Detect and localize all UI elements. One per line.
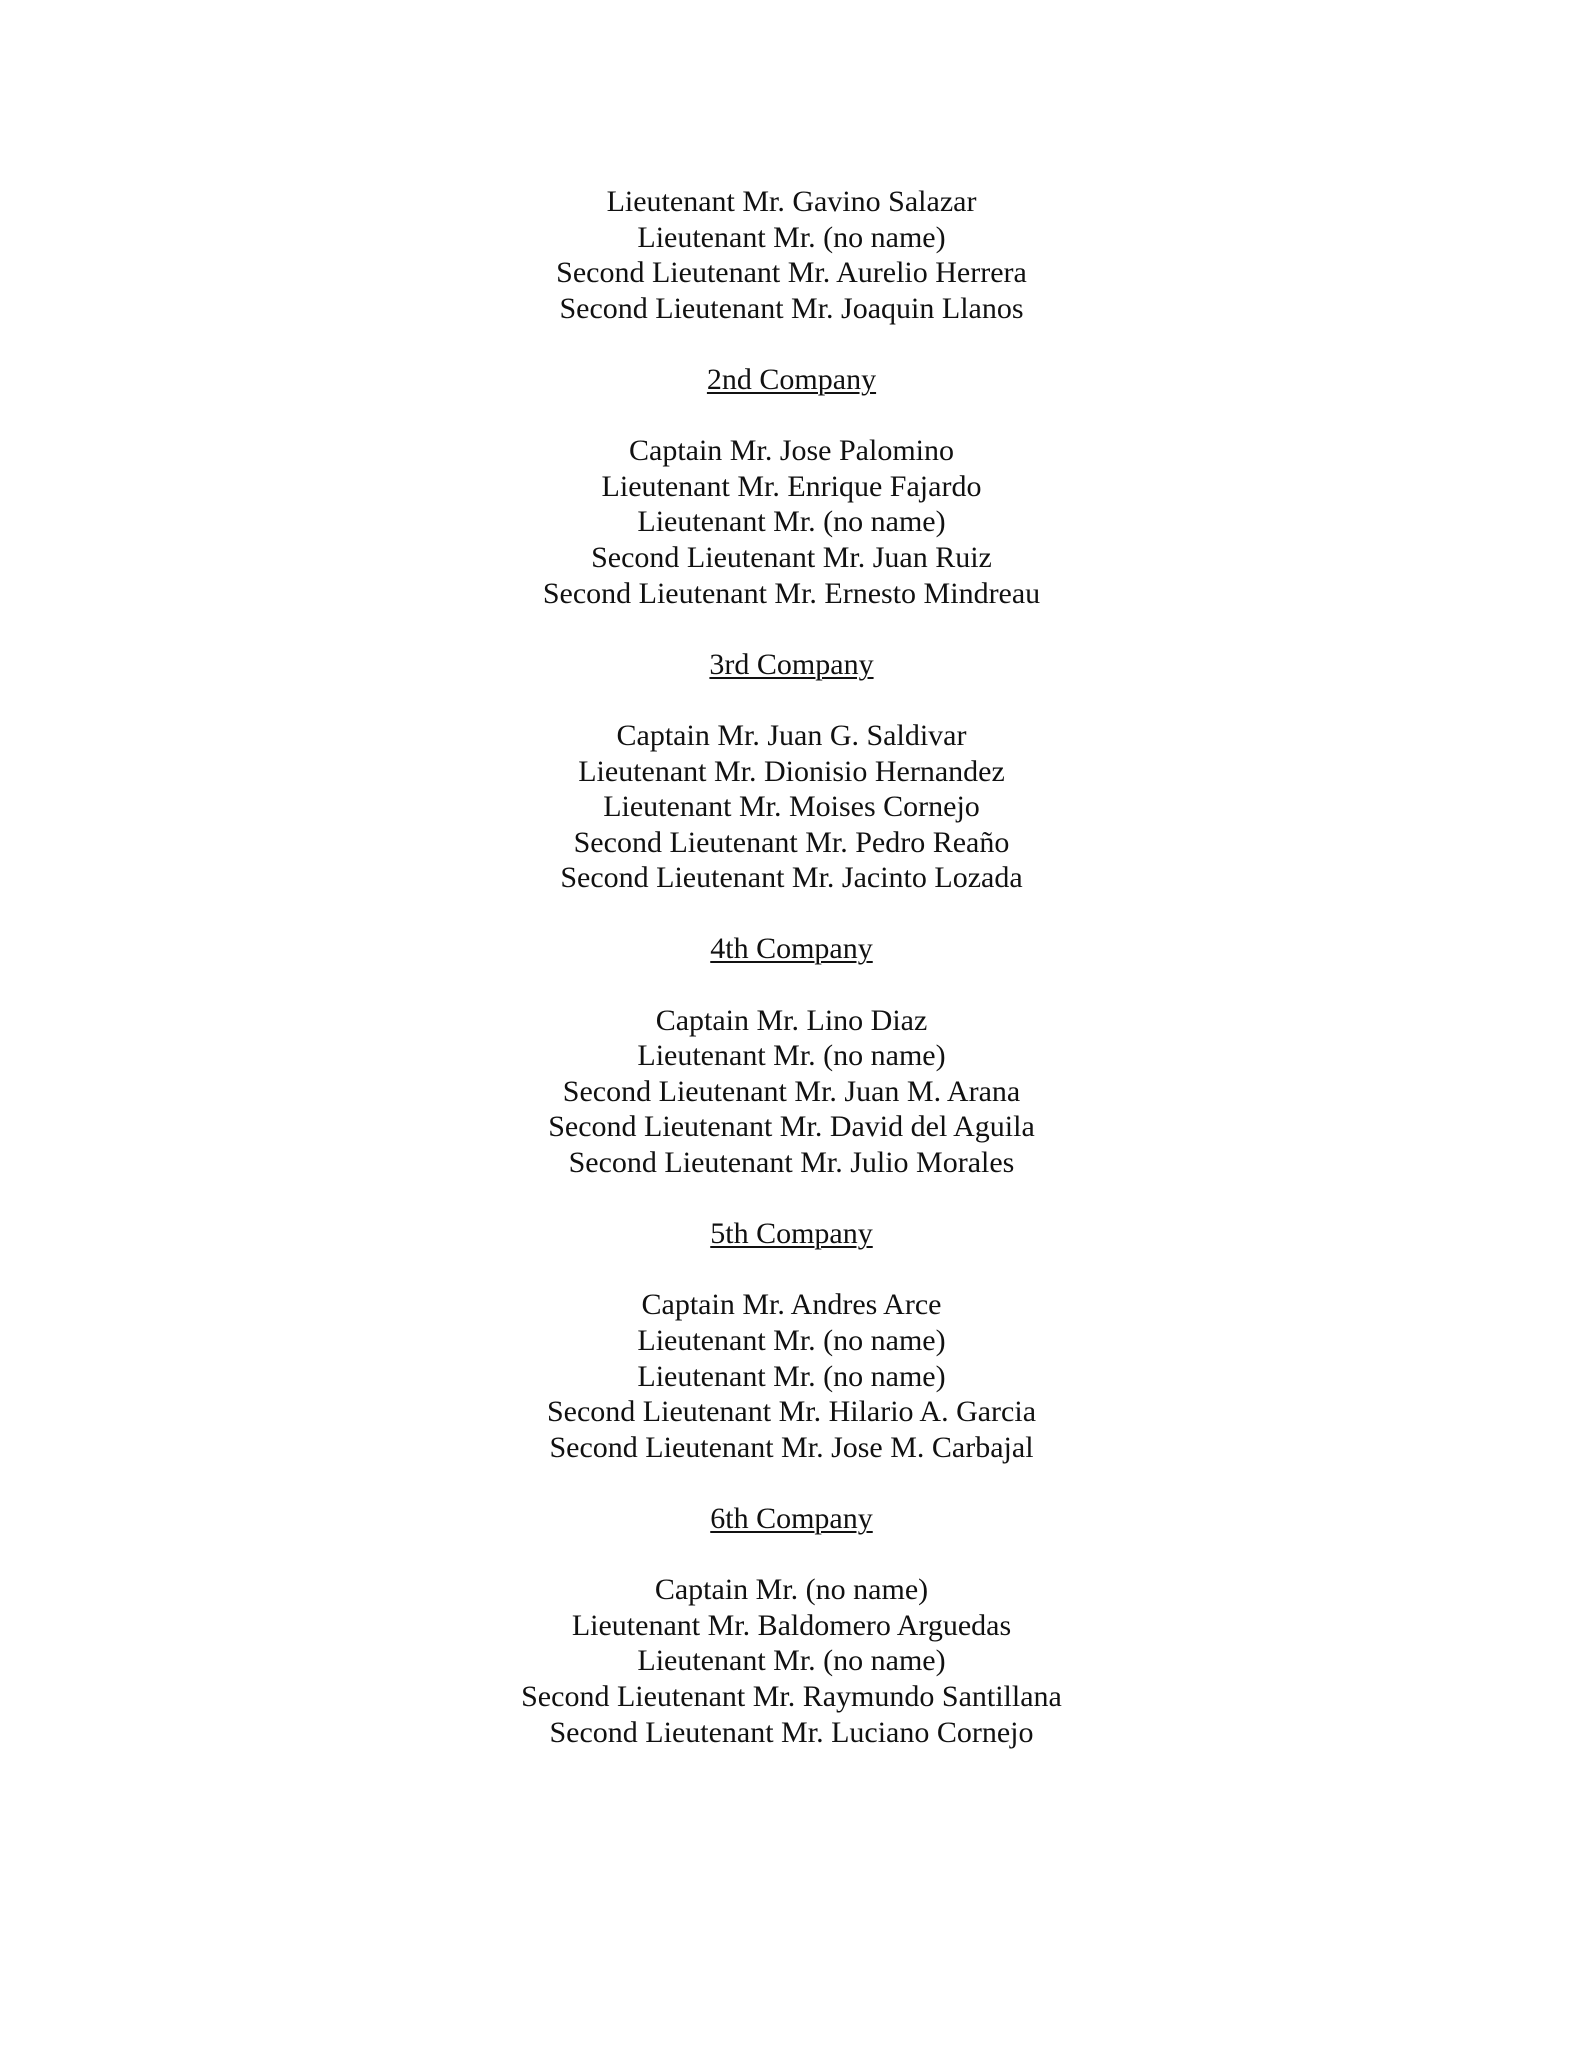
officer-line: Second Lieutenant Mr. Raymundo Santillana [521,1679,1062,1713]
officer-line: Second Lieutenant Mr. Juan Ruiz [591,540,992,574]
company-heading: 3rd Company [709,647,874,681]
officer-line: Lieutenant Mr. (no name) [637,1359,946,1393]
company-officer-list [0,718,1583,896]
officer-line: Second Lieutenant Mr. Juan M. Arana [562,1074,1021,1108]
company-officer-list [0,433,1583,611]
company-section-2nd [0,362,1583,611]
officer-line: Captain Mr. Lino Diaz [655,1003,928,1037]
company-section-4th [0,931,1583,1180]
officer-line: Second Lieutenant Mr. Aurelio Herrera [556,256,1027,290]
officer-line: Second Lieutenant Mr. Luciano Cornejo [549,1715,1034,1749]
company-section-5th [0,1216,1583,1465]
officer-line: Second Lieutenant Mr. Ernesto Mindreau [542,576,1041,610]
officer-line: Lieutenant Mr. (no name) [637,1039,946,1073]
officer-line: Second Lieutenant Mr. Pedro Reaño [573,825,1010,859]
officer-line: Second Lieutenant Mr. Julio Morales [568,1146,1015,1180]
company-heading: 2nd Company [706,362,877,396]
company-section-3rd [0,647,1583,896]
company-heading: 6th Company [710,1501,873,1535]
officer-line: Second Lieutenant Mr. David del Aguila [548,1110,1035,1144]
officer-line: Captain Mr. Juan G. Saldivar [616,718,967,752]
company-officer-list [0,1572,1583,1750]
officer-line: Second Lieutenant Mr. Hilario A. Garcia [546,1395,1037,1429]
officer-line: Captain Mr. Andres Arce [641,1288,942,1322]
officer-line: Captain Mr. (no name) [654,1573,929,1607]
company-heading: 4th Company [710,932,873,966]
officer-line: Lieutenant Mr. Baldomero Arguedas [571,1608,1012,1642]
company-officer-list [0,1003,1583,1181]
company-section-6th [0,1501,1583,1750]
officer-line: Lieutenant Mr. (no name) [637,220,946,254]
officer-roster [0,184,1583,1750]
officer-line: Lieutenant Mr. Moises Cornejo [603,790,980,824]
officer-line: Lieutenant Mr. (no name) [637,1644,946,1678]
officer-line: Second Lieutenant Mr. Jose M. Carbajal [549,1430,1034,1464]
officer-line: Captain Mr. Jose Palomino [629,434,954,468]
officer-line: Lieutenant Mr. Gavino Salazar [606,185,977,218]
officer-line: Second Lieutenant Mr. Jacinto Lozada [560,861,1023,895]
officer-line: Second Lieutenant Mr. Joaquin Llanos [559,291,1024,325]
officer-line: Lieutenant Mr. Enrique Fajardo [601,469,982,503]
officer-line: Lieutenant Mr. (no name) [637,505,946,539]
company-officer-list [0,1287,1583,1465]
intro-officer-list [0,184,1583,326]
officer-line: Lieutenant Mr. (no name) [637,1324,946,1357]
company-heading: 5th Company [710,1217,873,1251]
officer-line: Lieutenant Mr. Dionisio Hernandez [578,754,1005,788]
